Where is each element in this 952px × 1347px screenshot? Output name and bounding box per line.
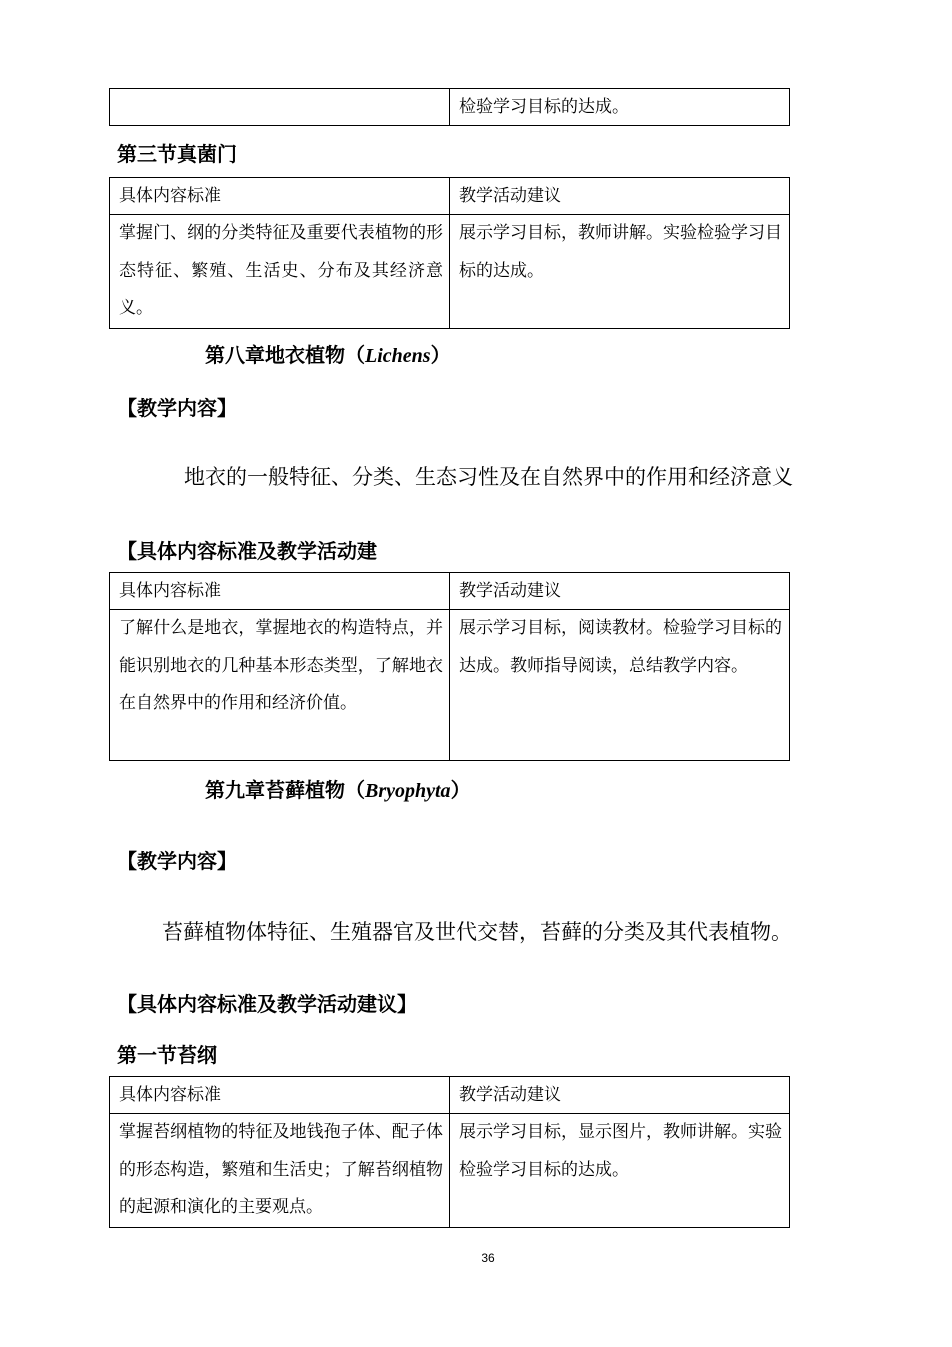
content-paragraph: 苔藓植物体特征、生殖器官及世代交替，苔藓的分类及其代表植物。	[162, 920, 792, 944]
top-continuation-table	[109, 88, 790, 126]
fungi-table	[109, 177, 790, 329]
column-header: 教学活动建议	[450, 178, 790, 215]
chapter-title	[205, 339, 451, 368]
chapter-title	[205, 774, 471, 803]
page-number: 36	[481, 1251, 495, 1265]
chapter-title-close: ）	[450, 778, 471, 802]
lichen-table	[109, 572, 790, 761]
column-header: 教学活动建议	[450, 1077, 790, 1114]
chapter-latin-name: Lichens	[365, 345, 431, 367]
table-cell: 展示学习目标，显示图片，教师讲解。实验检验学习目标的达成。	[450, 1114, 790, 1228]
content-heading: 【教学内容】	[117, 849, 237, 873]
section-title: 第三节真菌门	[117, 142, 237, 166]
table-cell: 展示学习目标，阅读教材。检验学习目标的达成。教师指导阅读，总结教学内容。	[450, 610, 790, 761]
column-header: 教学活动建议	[450, 573, 790, 610]
chapter-title-text: 第八章地衣植物（	[205, 343, 365, 367]
column-header: 具体内容标准	[110, 573, 450, 610]
chapter-title-text: 第九章苔藓植物（	[205, 778, 365, 802]
table-cell: 掌握苔纲植物的特征及地钱孢子体、配子体的形态构造，繁殖和生活史；了解苔纲植物的起源和演化的主要观点。	[110, 1114, 450, 1228]
table-cell: 展示学习目标，教师讲解。实验检验学习目标的达成。	[450, 215, 790, 329]
table-cell: 检验学习目标的达成。	[450, 89, 790, 126]
table-cell: 了解什么是地衣，掌握地衣的构造特点，并能识别地衣的几种基本形态类型，了解地衣在自然界中的作用和经济价值。	[110, 610, 450, 761]
liverwort-table	[109, 1076, 790, 1228]
table-cell	[110, 89, 450, 126]
chapter-latin-name: Bryophyta	[365, 780, 451, 802]
table-cell: 掌握门、纲的分类特征及重要代表植物的形态特征、繁殖、生活史、分布及其经济意义。	[110, 215, 450, 329]
column-header: 具体内容标准	[110, 1077, 450, 1114]
chapter-title-close: ）	[430, 343, 451, 367]
standards-heading: 【具体内容标准及教学活动建议】	[117, 992, 417, 1016]
standards-heading: 【具体内容标准及教学活动建	[117, 539, 377, 563]
content-paragraph: 地衣的一般特征、分类、生态习性及在自然界中的作用和经济意义	[184, 465, 793, 489]
content-heading: 【教学内容】	[117, 396, 237, 420]
section-title: 第一节苔纲	[117, 1043, 217, 1067]
column-header: 具体内容标准	[110, 178, 450, 215]
